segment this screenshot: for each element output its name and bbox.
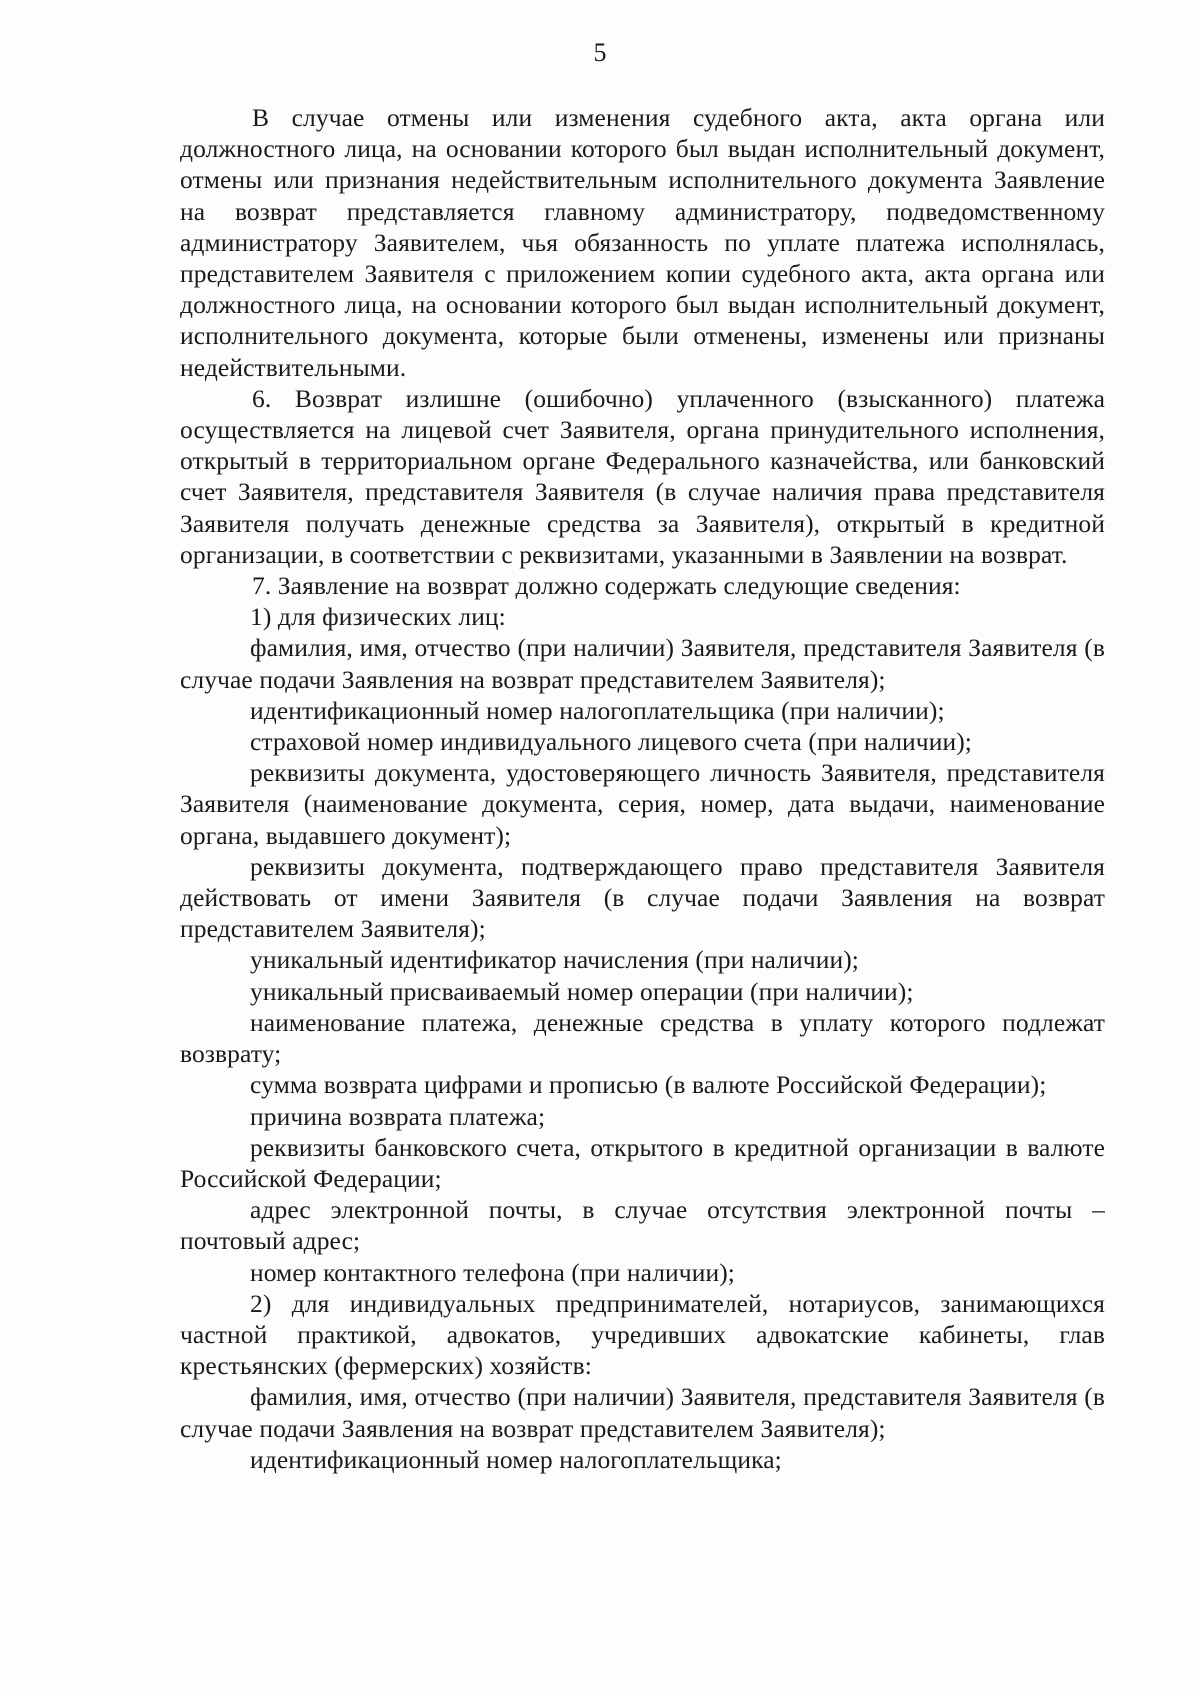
list-item: адрес электронной почты, в случае отсутствия электронной почты – почтовый адрес; <box>180 1195 1105 1256</box>
list-item: идентификационный номер налогоплательщика (при наличии); <box>250 695 945 725</box>
list-item: сумма возврата цифрами и прописью (в валюте Российской Федерации); <box>250 1070 1047 1100</box>
list-item: номер контактного телефона (при наличии); <box>250 1257 735 1287</box>
paragraph-court-act-cancellation: В случае отмены или изменения судебного акта, акта органа или должностного лица, на основании которого был выдан исполнительный документ, отмены или признания недействительным исполнительного документа Заявление на возврат представляется главному администратору, подведомственному администратору Заявителем, чья обязанность по уплате платежа исполнялась, представителем Заявителя с приложением копии судебного акта, акта органа или должностного лица, на основании которого был выдан исполнительный документ, исполнительного документа, которые были отменены, изменены или признаны недействительными. <box>180 103 1105 382</box>
list-item: реквизиты документа, подтверждающего право представителя Заявителя действовать от имени Заявителя (в случае подачи Заявления на возврат представителем Заявителя); <box>180 851 1105 944</box>
list-item: реквизиты документа, удостоверяющего личность Заявителя, представителя Заявителя (наименование документа, серия, номер, дата выдачи, наименование органа, выдавшего документ); <box>180 758 1105 850</box>
list-item: уникальный идентификатор начисления (при наличии); <box>250 945 859 975</box>
page-number: 5 <box>593 38 607 67</box>
list-item: фамилия, имя, отчество (при наличии) Заявителя, представителя Заявителя (в случае подачи Заявления на возврат представителем Заявителя); <box>180 1382 1105 1443</box>
list-item: уникальный присваиваемый номер операции (при наличии); <box>250 976 914 1006</box>
subitem-individuals: 1) для физических лиц: <box>250 602 506 632</box>
paragraph-item-6: 6. Возврат излишне (ошибочно) уплаченного (взысканного) платежа осуществляется на лицевой счет Заявителя, органа принудительного исполнения, открытый в территориальном органе Федерального казначейства, или банковский счет Заявителя, представителя Заявителя (в случае наличия права представителя Заявителя получать денежные средства за Заявителя), открытый в кредитной организации, в соответствии с реквизитами, указанными в Заявлении на возврат. <box>180 383 1105 569</box>
list-item: страховой номер индивидуального лицевого счета (при наличии); <box>250 727 972 757</box>
list-item: причина возврата платежа; <box>250 1101 546 1131</box>
paragraph-item-7: 7. Заявление на возврат должно содержать следующие сведения: <box>252 571 961 601</box>
list-item: наименование платежа, денежные средства в уплату которого подлежат возврату; <box>180 1007 1105 1069</box>
list-item: идентификационный номер налогоплательщика; <box>250 1444 782 1474</box>
list-item: реквизиты банковского счета, открытого в кредитной организации в валюте Российской Федерации; <box>180 1132 1105 1193</box>
list-item: фамилия, имя, отчество (при наличии) Заявителя, представителя Заявителя (в случае подачи Заявления на возврат представителем Заявителя); <box>180 633 1105 694</box>
subitem-entrepreneurs: 2) для индивидуальных предпринимателей, нотариусов, занимающихся частной практикой, адвокатов, учредивших адвокатские кабинеты, глав крестьянских (фермерских) хозяйств: <box>180 1288 1105 1381</box>
document-body <box>180 102 1105 1475</box>
